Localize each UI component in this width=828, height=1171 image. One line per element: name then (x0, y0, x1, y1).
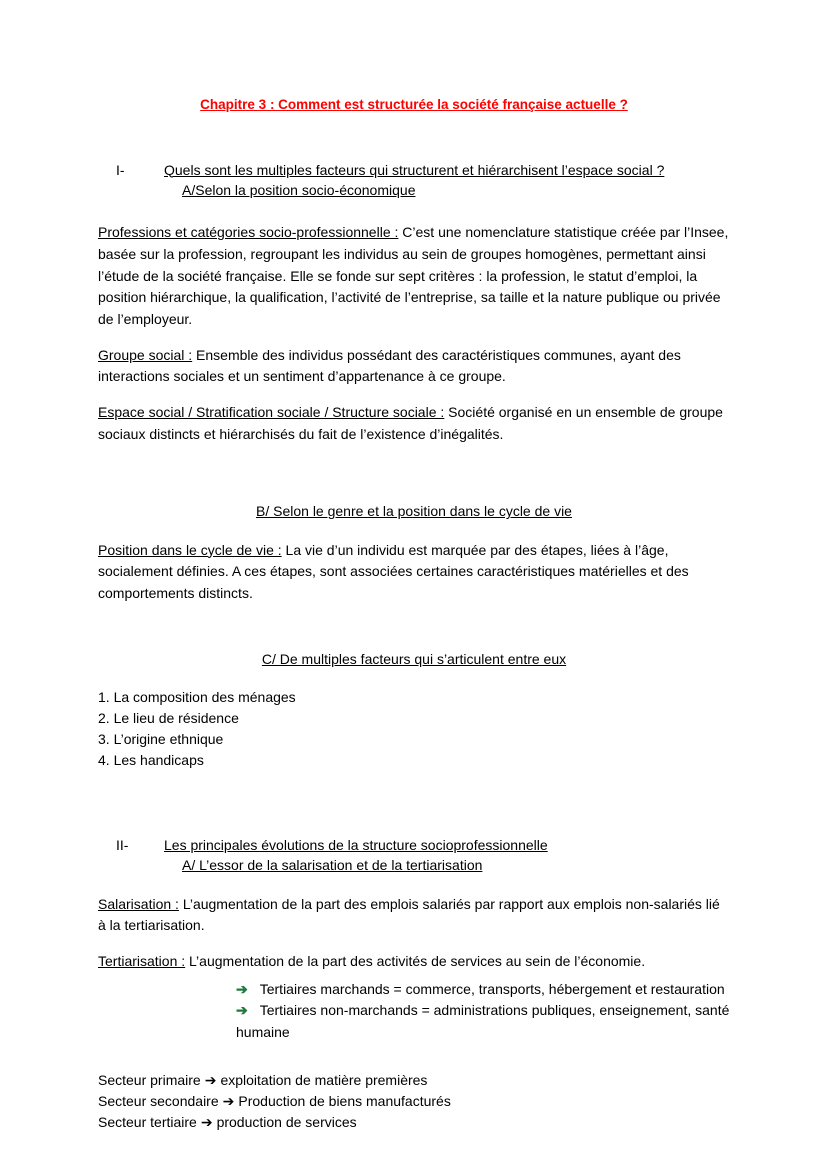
sector-label: Secteur secondaire (98, 1092, 219, 1109)
definition-tertiarisation-text: L’augmentation de la part des activités de services au sein de l’économie. (185, 952, 646, 969)
subsection-heading-1a (98, 180, 730, 200)
sector-label: Secteur primaire (98, 1071, 201, 1088)
sector-line-secondaire (98, 1091, 730, 1112)
definition-position-cycle-vie (98, 540, 730, 605)
sector-value: Production de biens manufacturés (238, 1092, 451, 1109)
list-item-label: Tertiaires marchands = commerce, transports, hébergement et restauration (259, 980, 725, 997)
definition-groupe-social-term: Groupe social : (98, 346, 193, 363)
definition-tertiarisation (98, 951, 730, 973)
definition-groupe-social-text: Ensemble des individus possédant des caractéristiques communes, ayant des interactions sociales et un sentiment d’appartenance à ce groupe. (98, 346, 681, 385)
definition-espace-social-term: Espace social / Stratification sociale / Structure sociale : (98, 403, 445, 420)
definition-pcs (98, 222, 730, 330)
definition-salarisation-term: Salarisation : (98, 895, 179, 912)
list-item-label: Tertiaires non-marchands = administrations publiques, enseignement, santé humaine (236, 1002, 730, 1041)
list-item: 4. Les handicaps (98, 751, 204, 768)
definition-pcs-term: Professions et catégories socio-professionnelle : (98, 224, 399, 241)
arrow-icon: ➔ (200, 1113, 213, 1130)
definition-espace-social (98, 402, 730, 445)
tertiaire-list (98, 979, 730, 1044)
list-item: 2. Le lieu de résidence (98, 709, 239, 726)
definition-position-cycle-vie-term: Position dans le cycle de vie : (98, 541, 282, 558)
arrow-icon: ➔ (204, 1071, 217, 1088)
definition-salarisation-text: L’augmentation de la part des emplois salariés par rapport aux emplois non-salariés lié à la tertiarisation. (98, 895, 720, 934)
factors-list (98, 687, 730, 771)
subsection-heading-1b: B/ Selon le genre et la position dans le cycle de vie (256, 503, 572, 520)
arrow-icon: ➔ (236, 980, 248, 997)
sector-line-tertiaire (98, 1112, 730, 1133)
definition-position-cycle-vie-text: La vie d’un individu est marquée par des étapes, liées à l’âge, socialement définies. A ces étapes, sont associées certaines caractéristiques matérielles et des comportements distincts. (98, 541, 689, 601)
section-heading-1 (98, 160, 730, 180)
arrow-icon: ➔ (222, 1092, 235, 1109)
section-heading-2 (98, 835, 730, 855)
sector-value: exploitation de matière premières (220, 1071, 428, 1088)
section-title-2: Les principales évolutions de la structure socioprofessionnelle (164, 836, 548, 853)
definition-salarisation (98, 894, 730, 937)
subsection-heading-1c: C/ De multiples facteurs qui s’articulent entre eux (261, 650, 567, 667)
list-item (236, 1000, 730, 1043)
section-number-1: I- (116, 161, 125, 178)
definition-groupe-social (98, 345, 730, 388)
page-title: Chapitre 3 : Comment est structurée la société française actuelle ? (200, 97, 628, 112)
subsection-title-1a: A/Selon la position socio-économique (182, 181, 416, 198)
definition-tertiarisation-term: Tertiarisation : (98, 952, 186, 969)
sector-label: Secteur tertiaire (98, 1113, 197, 1130)
list-item: 3. L’origine ethnique (98, 730, 224, 747)
definition-pcs-text: C’est une nomenclature statistique créée par l’Insee, basée sur la profession, regroupant les individus au sein de groupes homogènes, permettant ainsi l’étude de la société française. Elle se fonde sur sept critères : la profession, le statut d’emploi, la position hiérarchique, la qualification, l’activité de l’entreprise, sa taille et la nature publique ou privée de l’employeur. (98, 224, 729, 327)
list-item (236, 979, 730, 1001)
section-title-1: Quels sont les multiples facteurs qui structurent et hiérarchisent l’espace social ? (164, 161, 665, 178)
arrow-icon: ➔ (236, 1002, 248, 1019)
definition-espace-social-text: Société organisé en un ensemble de groupe sociaux distincts et hiérarchisés du fait de l’existence d’inégalités. (98, 403, 723, 442)
subsection-heading-2a (98, 855, 730, 875)
subsection-title-2a: A/ L’essor de la salarisation et de la tertiarisation (182, 857, 483, 874)
section-number-2: II- (116, 836, 129, 853)
list-item: 1. La composition des ménages (98, 688, 296, 705)
sector-value: production de services (216, 1113, 357, 1130)
sector-line-primaire (98, 1070, 730, 1091)
